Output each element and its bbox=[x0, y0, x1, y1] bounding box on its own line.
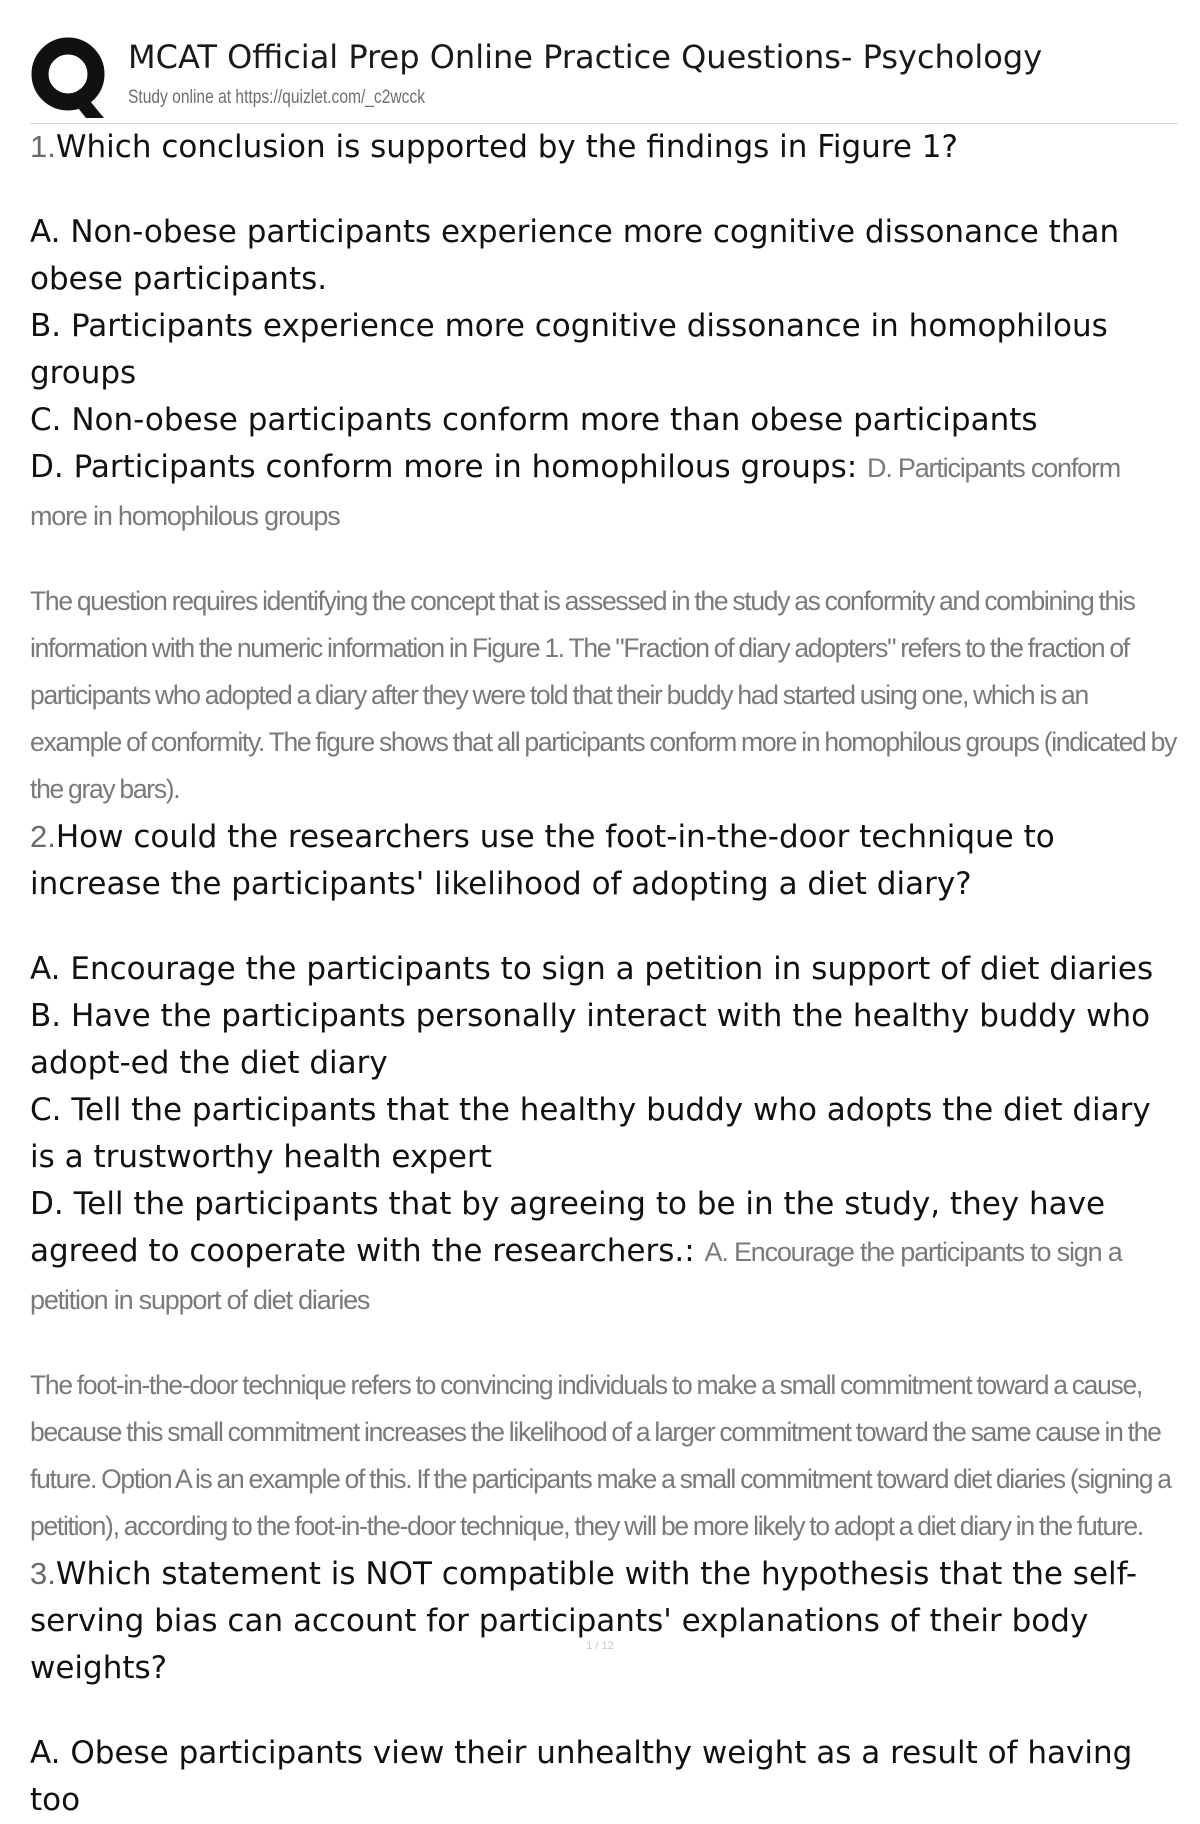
option-a: A. Encourage the participants to sign a petition in support of diet diaries bbox=[30, 951, 1154, 987]
question-2 bbox=[30, 813, 1180, 908]
header bbox=[30, 30, 1178, 125]
question-1 bbox=[30, 123, 1180, 171]
page-number: 1 / 12 bbox=[586, 1640, 614, 1652]
question-3 bbox=[30, 1550, 1180, 1692]
option-c: C. Non-obese participants conform more than obese participants bbox=[30, 402, 1038, 438]
option-a: A. Non-obese participants experience more cognitive dissonance than obese participants. bbox=[30, 214, 1120, 297]
question-block-1 bbox=[30, 123, 1180, 813]
option-a: A. Obese participants view their unhealthy weight as a result of having too bbox=[30, 1735, 1133, 1818]
option-d-text: D. Participants conform more in homophilous groups: bbox=[30, 449, 858, 485]
correct-answer: A. Encourage the participants to sign a petition in support of diet diaries bbox=[30, 1237, 1122, 1315]
question-number: 3. bbox=[30, 1556, 56, 1591]
question-text: Which statement is NOT compatible with the hypothesis that the self-serving bias can account for participants' explanations of their body weights? bbox=[30, 1556, 1138, 1686]
option-d bbox=[30, 1181, 1180, 1324]
question-block-2 bbox=[30, 813, 1180, 1550]
option-b: B. Participants experience more cognitive dissonance in homophilous groups bbox=[30, 308, 1108, 391]
quizlet-logo-icon bbox=[30, 34, 110, 120]
explanation: The foot-in-the-door technique refers to convincing individuals to make a small commitment toward a cause, because this small commitment increases the likelihood of a larger commitment toward the same cause in the future. Option A is an example of this. If the participants make a small commitment toward diet diaries (signing a petition), according to the foot-in-the-door technique, they will be more likely to adopt a diet diary in the future. bbox=[30, 1370, 1171, 1541]
question-block-3 bbox=[30, 1550, 1180, 1824]
option-d-text: D. Tell the participants that by agreeing to be in the study, they have agreed to cooperate with the researchers.: bbox=[30, 1186, 1106, 1269]
question-text: How could the researchers use the foot-in-the-door technique to increase the participants' likelihood of adopting a diet diary? bbox=[30, 819, 1055, 902]
study-online-link[interactable]: Study online at https://quizlet.com/_c2wcck bbox=[128, 87, 426, 108]
page-title: MCAT Official Prep Online Practice Questions- Psychology bbox=[128, 38, 1043, 76]
explanation: The question requires identifying the concept that is assessed in the study as conformity and combining this information with the numeric information in Figure 1. The "Fraction of diary adopters" refers to the fraction of participants who adopted a diary after they were told that their buddy had started using one, which is an example of conformity. The figure shows that all participants conform more in homophilous groups (indicated by the gray bars). bbox=[30, 586, 1177, 804]
option-c: C. Tell the participants that the healthy buddy who adopts the diet diary is a trustworthy health expert bbox=[30, 1092, 1151, 1175]
question-number: 1. bbox=[30, 129, 56, 164]
question-list bbox=[30, 123, 1180, 1824]
question-number: 2. bbox=[30, 819, 56, 854]
question-text: Which conclusion is supported by the findings in Figure 1? bbox=[55, 129, 958, 165]
correct-answer: D. Participants conform more in homophilous groups bbox=[30, 453, 1121, 531]
option-b: B. Have the participants personally interact with the healthy buddy who adopt-ed the diet diary bbox=[30, 998, 1151, 1081]
option-d bbox=[30, 444, 1180, 540]
